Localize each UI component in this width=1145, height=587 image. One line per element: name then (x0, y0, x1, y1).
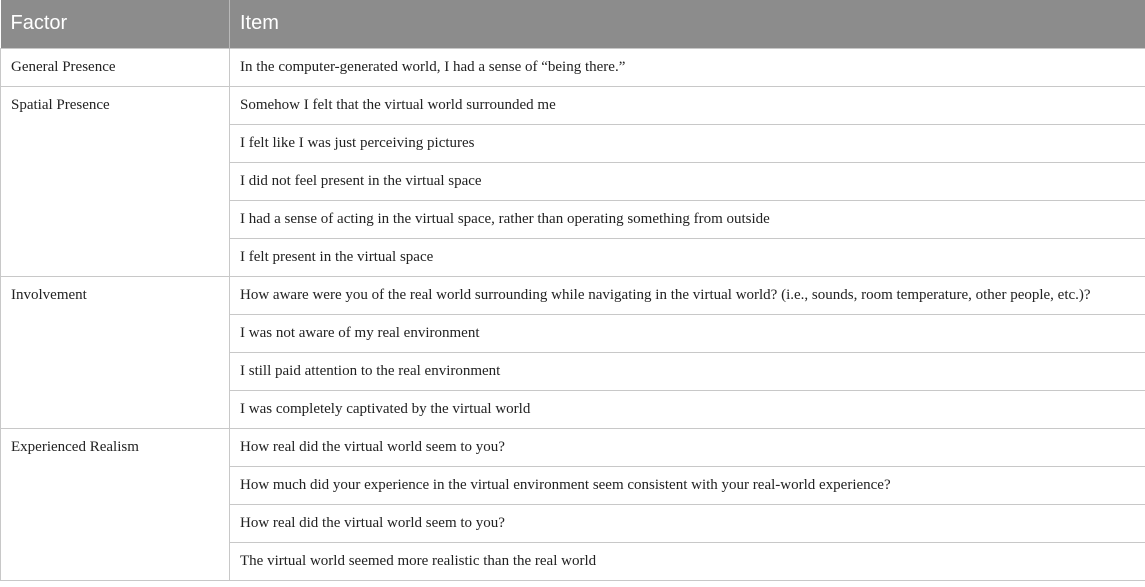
table-row (1, 276, 1145, 314)
item-cell: I had a sense of acting in the virtual space, rather than operating something from outside (230, 200, 1145, 238)
item-cell: How real did the virtual world seem to you? (230, 428, 1145, 466)
factor-cell: Spatial Presence (1, 86, 230, 276)
table-row (1, 86, 1145, 124)
item-cell: I still paid attention to the real environment (230, 352, 1145, 390)
item-cell: How aware were you of the real world surrounding while navigating in the virtual world? (i.e., sounds, room temperature, other people, etc.)? (230, 276, 1145, 314)
item-cell: Somehow I felt that the virtual world surrounded me (230, 86, 1145, 124)
item-cell: How much did your experience in the virtual environment seem consistent with your real-world experience? (230, 466, 1145, 504)
header-item: Item (230, 0, 1145, 48)
item-cell: I was not aware of my real environment (230, 314, 1145, 352)
header-row (1, 0, 1145, 48)
item-cell: I felt present in the virtual space (230, 238, 1145, 276)
item-cell: I was completely captivated by the virtual world (230, 390, 1145, 428)
table-body (1, 48, 1145, 580)
factor-cell: Involvement (1, 276, 230, 428)
item-cell: How real did the virtual world seem to you? (230, 504, 1145, 542)
item-cell: I felt like I was just perceiving pictures (230, 124, 1145, 162)
item-cell: In the computer-generated world, I had a sense of “being there.” (230, 48, 1145, 86)
item-cell: The virtual world seemed more realistic than the real world (230, 542, 1145, 580)
factor-cell: General Presence (1, 48, 230, 86)
header-factor: Factor (1, 0, 230, 48)
item-cell: I did not feel present in the virtual space (230, 162, 1145, 200)
table-row (1, 428, 1145, 466)
table-row (1, 48, 1145, 86)
factor-cell: Experienced Realism (1, 428, 230, 580)
table-header (1, 0, 1145, 48)
